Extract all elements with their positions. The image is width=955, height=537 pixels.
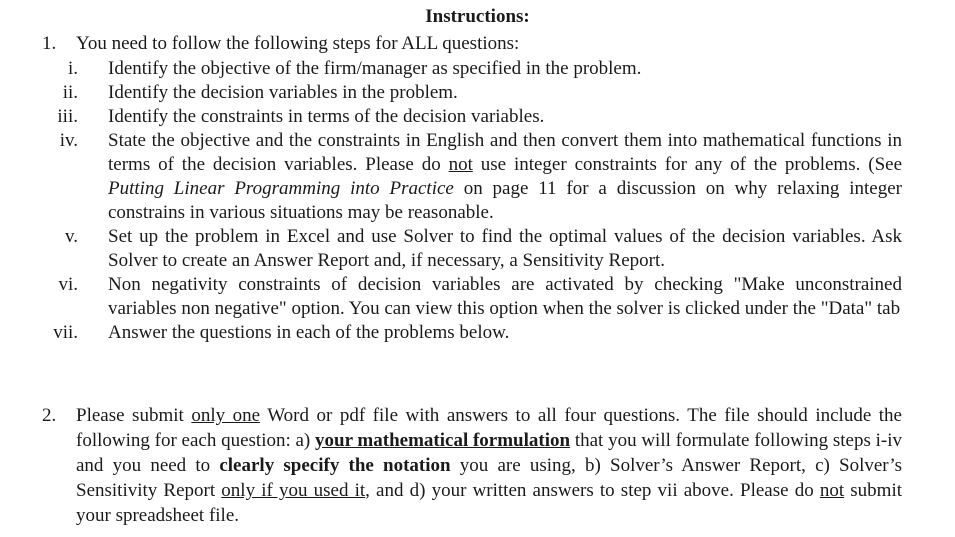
step-text: Identify the constraints in terms of the decision variables. bbox=[108, 106, 545, 127]
steps-list bbox=[0, 57, 955, 345]
reading-title: Putting Linear Programming into Practice bbox=[108, 178, 454, 199]
step-text: Answer the questions in each of the problems below. bbox=[108, 322, 510, 343]
item-2-part-1: Please submit bbox=[76, 405, 192, 426]
emphasis-notation: clearly specify the notation bbox=[219, 455, 451, 476]
emphasis-only-one: only one bbox=[191, 405, 261, 426]
step-numeral: ii. bbox=[62, 82, 78, 103]
item-2-part-3: that you will formulate following steps i-iv and you need to bbox=[76, 430, 903, 476]
emphasis-not: not bbox=[819, 480, 845, 501]
step-numeral: v. bbox=[64, 226, 78, 247]
step-iv-part-2: use integer constraints for any of the problems. (See bbox=[472, 154, 902, 175]
step-iii bbox=[0, 105, 955, 129]
item-1-text: You need to follow the following steps for ALL questions: bbox=[76, 33, 520, 54]
step-text: Non negativity constraints of decision variables are activated by checking "Make unconstrained variables non negative" option. You can view this option when the solver is clicked under the "Data" tab bbox=[108, 274, 902, 319]
step-ii bbox=[0, 81, 955, 105]
emphasis-not: not bbox=[448, 154, 473, 175]
step-numeral: vi. bbox=[58, 274, 78, 295]
emphasis-mathematical-formulation: your mathematical formulation bbox=[315, 430, 571, 451]
step-numeral: vii. bbox=[53, 322, 78, 343]
item-2-part-5: , and d) your written answers to step vii above. Please do bbox=[365, 480, 820, 501]
step-numeral: iii. bbox=[57, 106, 78, 127]
item-2 bbox=[0, 403, 955, 528]
step-vi bbox=[0, 273, 955, 321]
step-v bbox=[0, 225, 955, 273]
step-vii bbox=[0, 321, 955, 345]
item-2-part-4: you are using, b) Solver’s Answer Report, c) Solver’s Sensitivity Report bbox=[76, 455, 903, 501]
step-iv-part-3: on page 11 for a discussion on why relaxing integer constrains in various situations may be reasonable. bbox=[108, 178, 902, 223]
emphasis-only-if-used: only if you used it bbox=[221, 480, 366, 501]
step-text: Set up the problem in Excel and use Solver to find the optimal values of the decision variables. Ask Solver to create an Answer Report and, if necessary, a Sensitivity Report. bbox=[108, 226, 902, 271]
step-i bbox=[0, 57, 955, 81]
step-text: Identify the objective of the firm/manager as specified in the problem. bbox=[108, 58, 642, 79]
item-2-part-2: Word or pdf file with answers to all four questions. The file should include the following for each question: a) bbox=[76, 405, 902, 451]
item-2-text bbox=[76, 403, 902, 528]
item-2-part-6: submit your spreadsheet file. bbox=[76, 480, 902, 526]
step-text bbox=[108, 129, 902, 225]
step-numeral: iv. bbox=[59, 130, 78, 151]
step-numeral: i. bbox=[67, 58, 78, 79]
step-text: Identify the decision variables in the problem. bbox=[108, 82, 458, 103]
item-2-number: 2. bbox=[42, 405, 57, 426]
step-iv-part-1: State the objective and the constraints in English and then convert them into mathematical functions in terms of the decision variables. Please do bbox=[108, 130, 902, 175]
step-iv bbox=[0, 129, 955, 225]
item-1-number: 1. bbox=[42, 33, 57, 54]
instructions-title: Instructions: bbox=[425, 6, 530, 27]
